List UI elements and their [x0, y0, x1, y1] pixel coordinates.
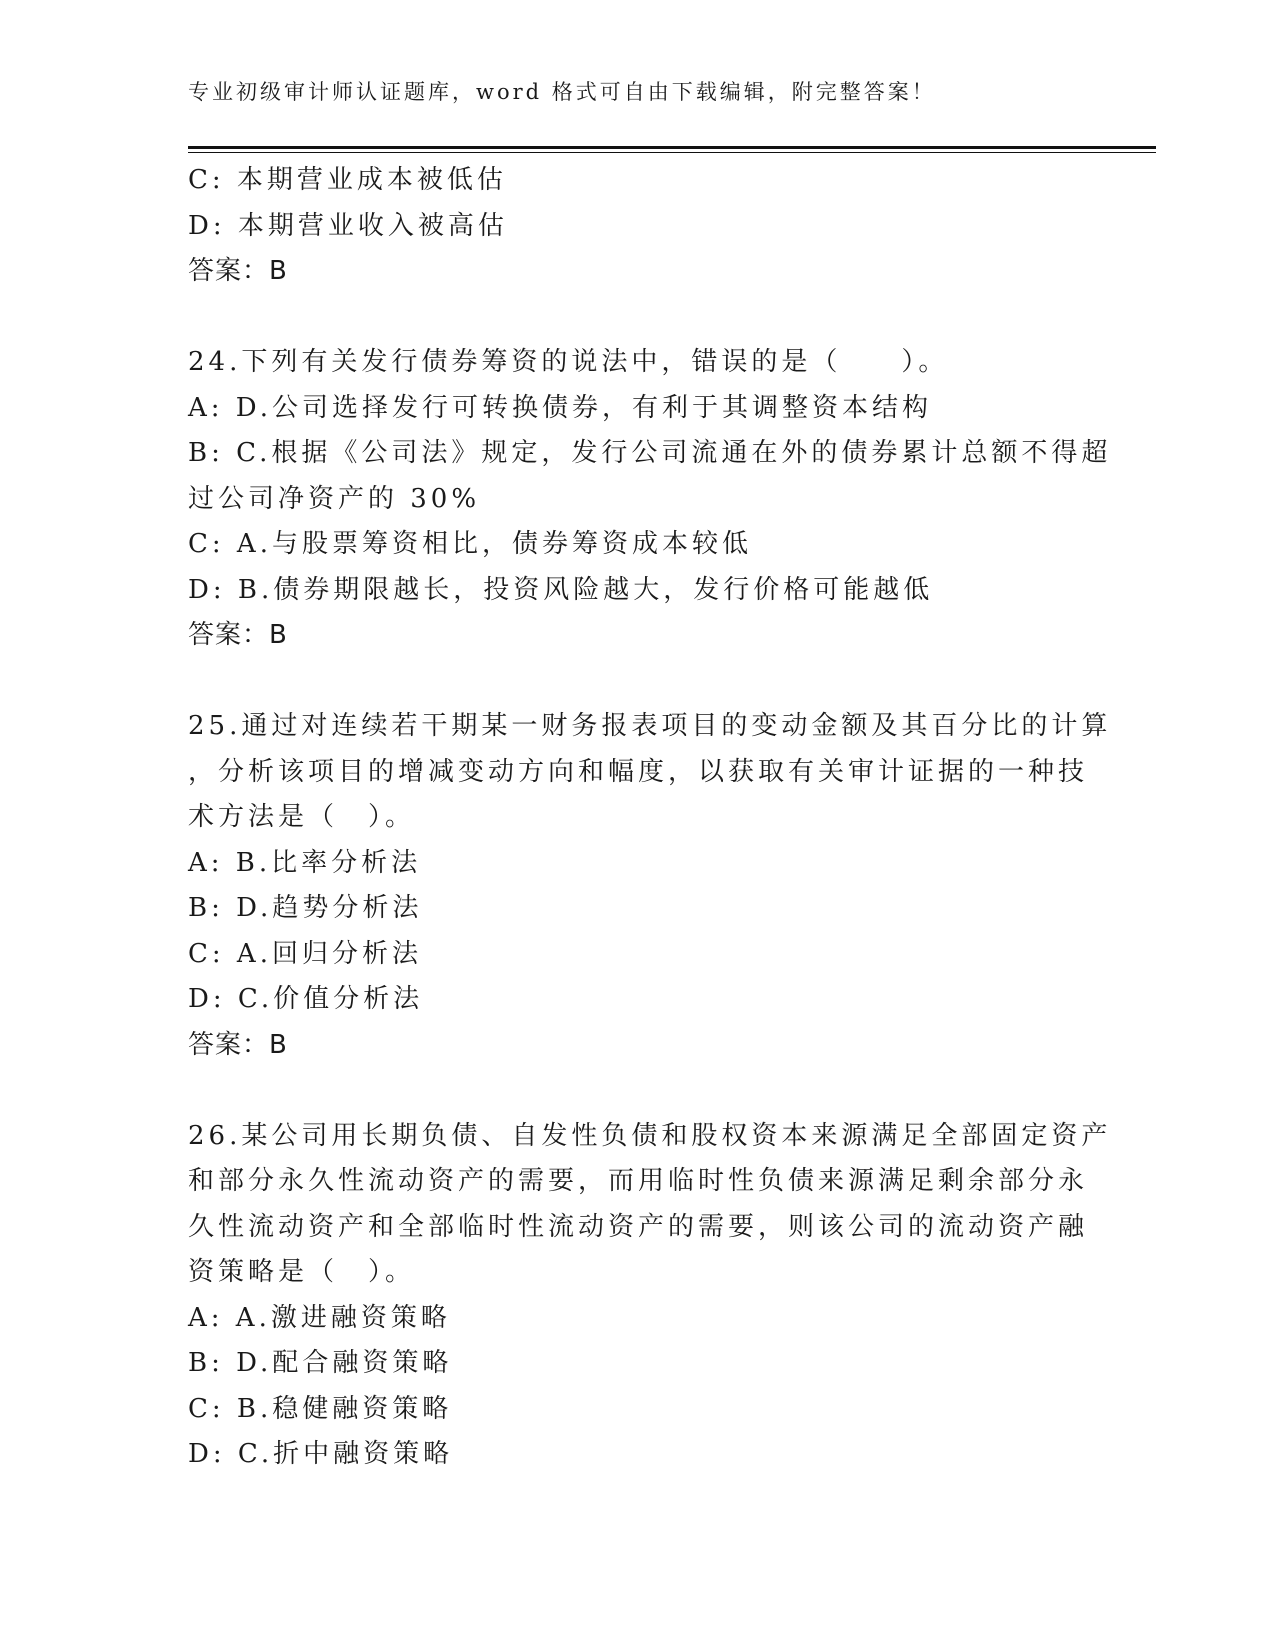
block-spacer	[188, 1068, 1088, 1114]
question-line: D: 本期营业收入被高估	[188, 210, 508, 241]
block-spacer	[188, 659, 1088, 705]
question-line: A: B.比率分析法	[188, 847, 422, 878]
header-divider-thin	[188, 152, 1156, 153]
question-line: C: A.与股票筹资相比，债券筹资成本较低	[188, 529, 752, 559]
question-line: D: B.债券期限越长，投资风险越大，发行价格可能越低	[188, 574, 934, 605]
question-line: C: 本期营业成本被低估	[188, 165, 507, 195]
question-line: 过公司净资产的 30%	[188, 483, 481, 514]
question-line: D: C.折中融资策略	[188, 1439, 454, 1469]
question-line: 24.下列有关发行债券筹资的说法中，错误的是（ ）。	[188, 347, 949, 377]
question-block	[188, 158, 1088, 295]
question-line: 26.某公司用长期负债、自发性负债和股权资本来源满足全部固定资产	[188, 1120, 1112, 1151]
question-block	[188, 704, 1112, 1068]
question-line: A: A.激进融资策略	[188, 1302, 451, 1333]
question-line: 术方法是（ ）。	[188, 802, 416, 832]
question-line: 25.通过对连续若干期某一财务报表项目的变动金额及其百分比的计算	[188, 711, 1112, 741]
answer-line: 答案：B	[188, 1029, 288, 1060]
answer-line: 答案：B	[188, 256, 288, 286]
block-spacer	[188, 295, 1088, 341]
page-header: 专业初级审计师认证题库，word 格式可自由下载编辑，附完整答案！	[188, 80, 936, 104]
answer-line: 答案：B	[188, 620, 288, 650]
question-line: 和部分永久性流动资产的需要，而用临时性负债来源满足剩余部分永	[188, 1166, 1089, 1196]
question-line: 久性流动资产和全部临时性流动资产的需要，则该公司的流动资产融	[188, 1211, 1089, 1242]
question-content	[188, 158, 1112, 1478]
question-line: B: D.配合融资策略	[188, 1348, 453, 1378]
question-block	[188, 340, 1112, 659]
question-block	[188, 1114, 1112, 1478]
question-line: C: A.回归分析法	[188, 938, 422, 969]
question-line: C: B.稳健融资策略	[188, 1393, 453, 1424]
question-line: B: D.趋势分析法	[188, 893, 423, 923]
header-divider	[188, 146, 1156, 149]
question-line: A: D.公司选择发行可转换债券，有利于其调整资本结构	[188, 392, 932, 423]
question-line: D: C.价值分析法	[188, 984, 424, 1014]
question-line: 资策略是（ ）。	[188, 1257, 416, 1287]
question-line: B: C.根据《公司法》规定，发行公司流通在外的债券累计总额不得超	[188, 438, 1112, 468]
question-line: ，分析该项目的增减变动方向和幅度，以获取有关审计证据的一种技	[188, 756, 1089, 787]
